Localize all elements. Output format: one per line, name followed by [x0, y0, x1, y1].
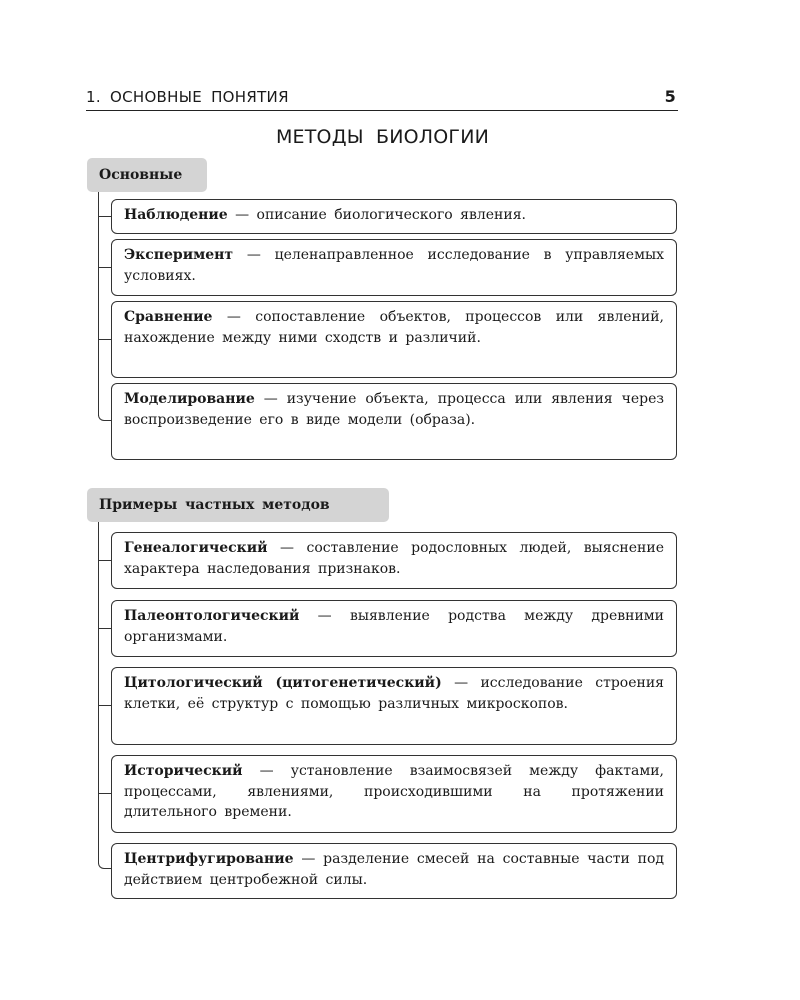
method-definition: — составление родословных людей, выяснение характера наследования признаков. [124, 540, 664, 577]
tree-branch [98, 793, 111, 794]
tree-branch-end [98, 410, 111, 421]
method-card-observation [111, 199, 677, 234]
tree-branch [98, 628, 111, 629]
tree-branch [98, 267, 111, 268]
tree-connector-basic [98, 192, 99, 416]
method-definition: — установление взаимосвязей между фактами, процессами, явлениями, происходившими на протяжении длительного времени. [124, 763, 664, 820]
method-card-comparison [111, 301, 677, 378]
method-term: Эксперимент [124, 247, 234, 263]
method-definition: — выявление родства между древними организмами. [124, 608, 664, 645]
tree-branch [98, 705, 111, 706]
method-card-genealogical [111, 532, 677, 589]
method-card-paleontological [111, 600, 677, 657]
method-definition: — изучение объекта, процесса или явления через воспроизведение его в виде модели (образа). [124, 391, 664, 428]
method-term: Генеалогический [124, 540, 268, 556]
method-definition: — разделение смесей на составные части под действием центробежной силы. [124, 851, 664, 888]
method-term: Наблюдение [124, 207, 228, 223]
method-definition: — описание биологического явления. [227, 207, 527, 223]
tree-branch [98, 216, 111, 217]
section-label-specific: Примеры частных методов [87, 488, 389, 522]
method-definition: — сопоставление объектов, процессов или явлений, нахождение между ними сходств и различий. [124, 309, 664, 346]
page-number: 5 [664, 87, 676, 106]
method-definition: — исследование строения клетки, её структур с помощью различных микроскопов. [124, 675, 664, 712]
chapter-title: 1. ОСНОВНЫЕ ПОНЯТИЯ [86, 88, 289, 106]
method-term: Сравнение [124, 309, 213, 325]
tree-branch [98, 560, 111, 561]
tree-branch-end [98, 858, 111, 869]
running-header [86, 86, 678, 111]
method-card-historical [111, 755, 677, 833]
page-title: МЕТОДЫ БИОЛОГИИ [275, 126, 490, 148]
method-definition: — целенаправленное исследование в управляемых условиях. [124, 247, 664, 284]
method-card-centrifugation [111, 843, 677, 899]
section-label-basic: Основные [87, 158, 207, 192]
method-card-modeling [111, 383, 677, 460]
method-term: Центрифугирование [124, 851, 294, 867]
tree-connector-specific [98, 522, 99, 862]
method-term: Цитологический (цитогенетический) [124, 675, 442, 691]
method-card-experiment [111, 239, 677, 296]
tree-branch [98, 339, 111, 340]
method-term: Моделирование [124, 391, 255, 407]
method-term: Исторический [124, 763, 243, 779]
method-card-cytological [111, 667, 677, 745]
method-term: Палеонтологический [124, 608, 300, 624]
